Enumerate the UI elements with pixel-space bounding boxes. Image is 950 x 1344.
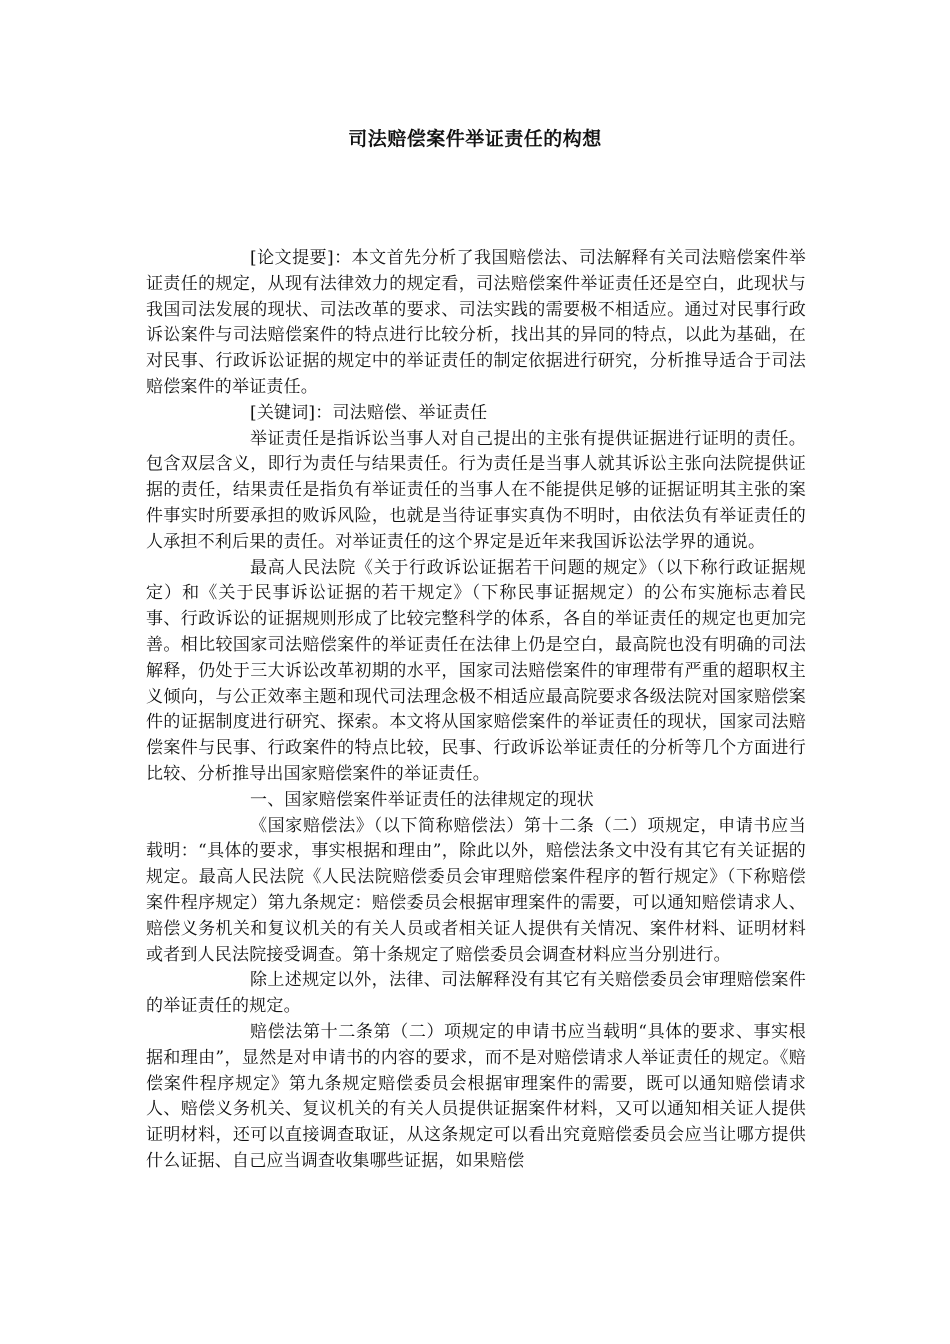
body-paragraph: 《国家赔偿法》（以下简称赔偿法）第十二条（二）项规定，申请书应当载明：“具体的要求，事实根据和理由”，除此以外，赔偿法条文中没有其它有关证据的规定。最高人民法院《人民法院赔偿委员会审理赔偿案件程序的暂行规定》（下称赔偿案件程序规定）第九条规定：赔偿委员会根据审理案件的需要，可以通知赔偿请求人、赔偿义务机关和复议机关的有关人员或者相关证人提供有关情况、案件材料、证明材料或者到人民法院接受调查。第十条规定了赔偿委员会调查材料应当分别进行。 [146,815,806,965]
abstract-paragraph: [论文提要]：本文首先分析了我国赔偿法、司法解释有关司法赔偿案件举证责任的规定，从现有法律效力的规定看，司法赔偿案件举证责任还是空白，此现状与我国司法发展的现状、司法改革的要求、司法实践的需要极不相适应。通过对民事行政诉讼案件与司法赔偿案件的特点进行比较分析，找出其的异同的特点，以此为基础，在对民事、行政诉讼证据的规定中的举证责任的制定依据进行研究，分析推导适合于司法赔偿案件的举证责任。 [146,248,806,397]
body-paragraph: 赔偿法第十二条第（二）项规定的申请书应当载明“具体的要求、事实根据和理由”，显然是对申请书的内容的要求，而不是对赔偿请求人举证责任的规定。《赔偿案件程序规定》第九条规定赔偿委员会根据审理案件的需要，既可以通知赔偿请求人、赔偿义务机关、复议机关的有关人员提供证据案件材料，又可以通知相关证人提供证明材料，还可以直接调查取证，从这条规定可以看出究竟赔偿委员会应当让哪方提供什么证据、自己应当调查收集哪些证据，如果赔偿 [146,1021,806,1171]
body-paragraph: 除上述规定以外，法律、司法解释没有其它有关赔偿委员会审理赔偿案件的举证责任的规定。 [146,970,806,1017]
body-paragraph: 最高人民法院《关于行政诉讼证据若干问题的规定》（以下称行政证据规定）和《关于民事诉讼证据的若干规定》（下称民事证据规定）的公布实施标志着民事、行政诉讼的证据规则形成了比较完整科学的体系，各自的举证责任的规定也更加完善。相比较国家司法赔偿案件的举证责任在法律上仍是空白，最高院也没有明确的司法解释，仍处于三大诉讼改革初期的水平，国家司法赔偿案件的审理带有严重的超职权主义倾向，与公正效率主题和现代司法理念极不相适应最高院要求各级法院对国家赔偿案件的证据制度进行研究、探索。本文将从国家赔偿案件的举证责任的现状，国家司法赔偿案件与民事、行政案件的特点比较，民事、行政诉讼举证责任的分析等几个方面进行比较、分析推导出国家赔偿案件的举证责任。 [146,557,806,784]
document-title: 司法赔偿案件举证责任的构想 [348,128,602,150]
body-paragraph: 举证责任是指诉讼当事人对自己提出的主张有提供证据进行证明的责任。包含双层含义，即行为责任与结果责任。行为责任是当事人就其诉讼主张向法院提供证据的责任，结果责任是指负有举证责任的当事人在不能提供足够的证据证明其主张的案件事实时所要承担的败诉风险，也就是当待证事实真伪不明时，由依法负有举证责任的人承担不利后果的责任。对举证责任的这个界定是近年来我国诉讼法学界的通说。 [146,428,806,552]
section-heading: 一、国家赔偿案件举证责任的法律规定的现状 [250,789,594,810]
keywords-paragraph: [关键词]：司法赔偿、举证责任 [250,402,488,423]
document-body [146,246,806,1175]
